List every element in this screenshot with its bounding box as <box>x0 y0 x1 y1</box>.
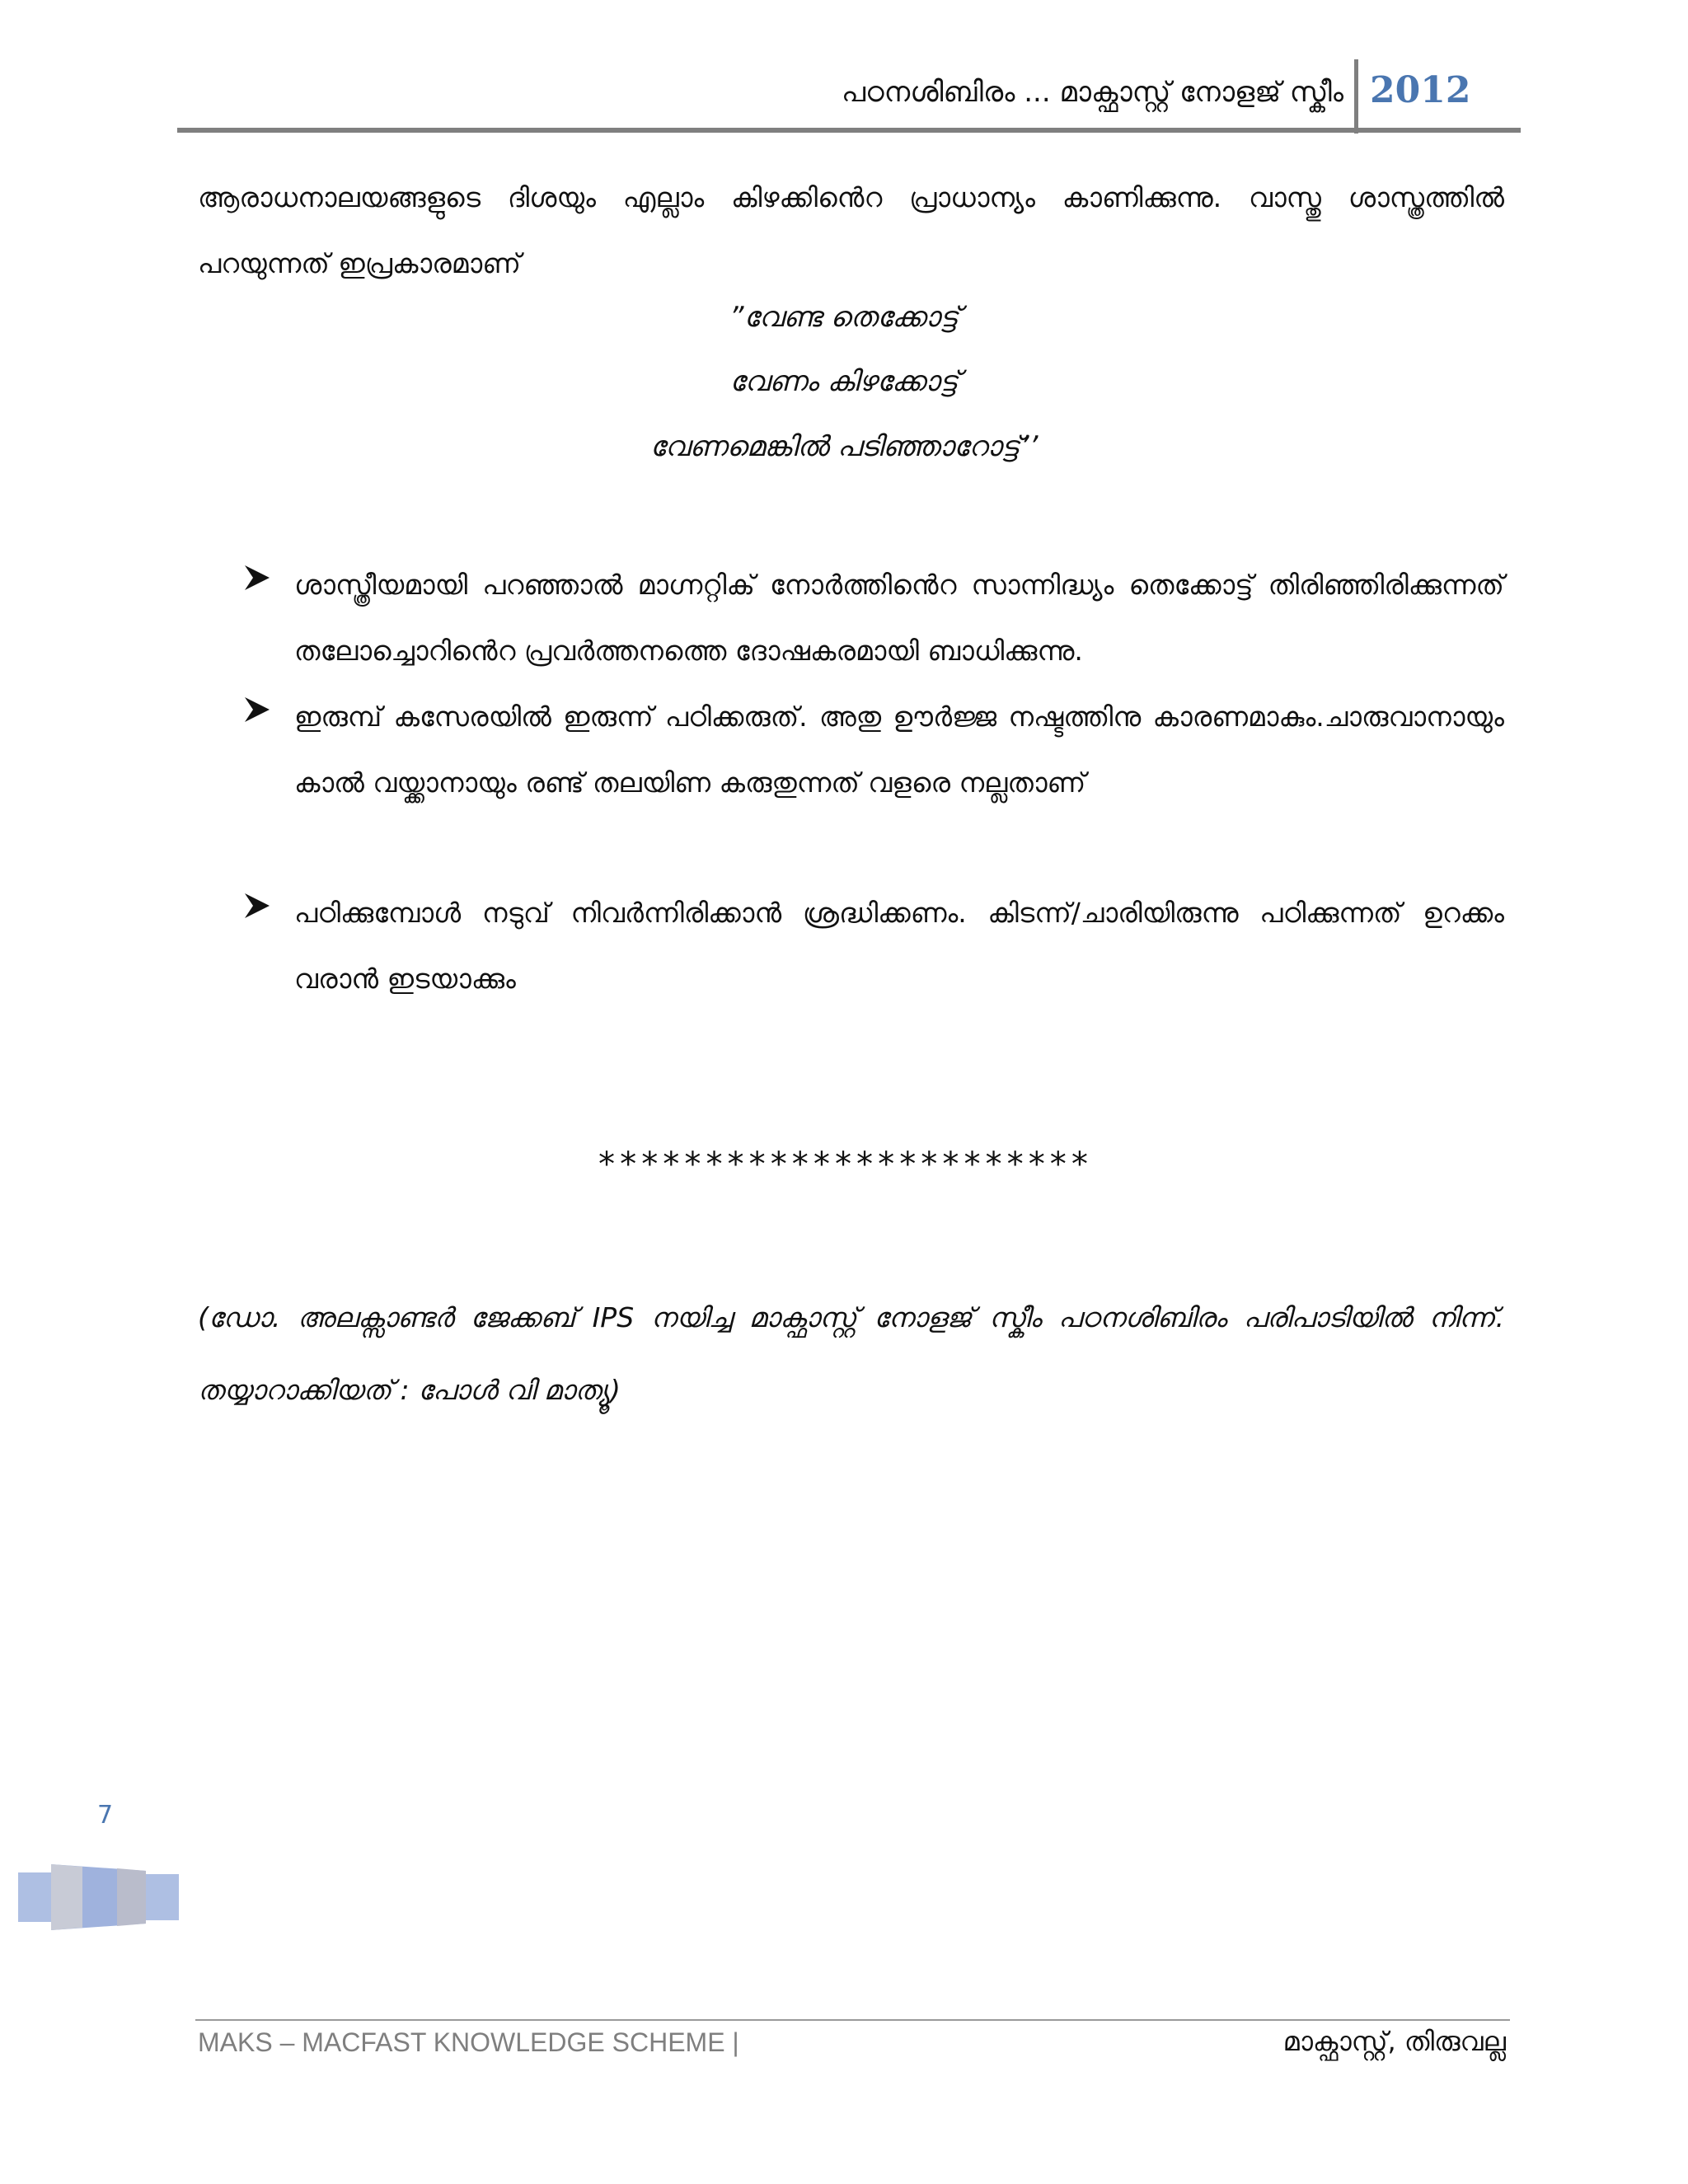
footer-rule <box>195 2019 1510 2021</box>
header-rule <box>177 128 1521 133</box>
bullet-text: ഇരുമ്പ് കസേരയിൽ ഇരുന്ന് പഠിക്കരുത്. അതു ഊർജ്ജ നഷ്ടത്തിനു കാരണമാകും.ചാരുവാനായും കാൽ വയ്ക്കാനായും രണ്ട് തലയിണ കരുതുന്നത് വളരെ നല്ലതാണ് <box>294 701 1504 799</box>
bullet-text: ശാസ്ത്രീയമായി പറഞ്ഞാൽ മാഗ്നറ്റിക് നോർത്തിൻെറ സാന്നിദ്ധ്യം തെക്കോട്ട് തിരിഞ്ഞിരിക്കുന്നത് തലോച്ചൊറിൻെറ പ്രവർത്തനത്തെ ദോഷകരമായി ബാധിക്കുന്നു. <box>294 569 1504 667</box>
ribbon-decoration <box>18 1864 179 1930</box>
bullet-item-1 <box>243 552 1504 684</box>
footer-right: മാക്ഫാസ്റ്റ്, തിരുവല്ല <box>1282 2026 1506 2057</box>
separator-stars: *********************** <box>597 1146 1091 1183</box>
header-title: പഠനശിബിരം ... മാക്ഫാസ്റ്റ് നോളജ് സ്കീം <box>841 76 1343 109</box>
arrowhead-bullet-icon <box>243 892 271 920</box>
page-number: 7 <box>97 1801 114 1830</box>
arrowhead-bullet-icon <box>243 564 271 592</box>
arrowhead-bullet-icon <box>243 696 271 724</box>
verse-line-1: ”വേണ്ട തെക്കോട്ട് <box>729 301 959 334</box>
verse-line-2: വേണം കിഴക്കോട്ട് <box>729 365 959 398</box>
verse-line-3: വേണമെങ്കിൽ പടിഞ്ഞാറോട്ട്’’ <box>649 430 1039 463</box>
header-year: 2012 <box>1370 69 1471 111</box>
source-note: (ഡോ. അലക്സാണ്ടർ ജേക്കബ് IPS നയിച്ച മാക്ഫാസ്റ്റ് നോളജ് സ്കീം പഠനശിബിരം പരിപാടിയിൽ നിന്ന്. തയ്യാറാക്കിയത് : പോൾ വി മാത്യൂ) <box>198 1301 1504 1406</box>
intro-paragraph: ആരാധനാലയങ്ങളുടെ ദിശയും എല്ലാം കിഴക്കിൻെറ പ്രാധാന്യം കാണിക്കുന്നു. വാസ്തു ശാസ്ത്രത്തിൽ പറയുന്നത് ഇപ്രകാരമാണ് <box>198 181 1504 279</box>
bullet-item-2 <box>243 684 1504 816</box>
header-divider <box>1354 59 1358 134</box>
bullet-item-3 <box>243 880 1504 1012</box>
footer-left: MAKS – MACFAST KNOWLEDGE SCHEME | <box>198 2027 739 2057</box>
bullet-text: പഠിക്കുമ്പോൾ നടുവ് നിവർന്നിരിക്കാൻ ശ്രദ്ധിക്കണം. കിടന്ന്/ചാരിയിരുന്നു പഠിക്കുന്നത് ഉറക്കം വരാൻ ഇടയാക്കും <box>294 897 1504 995</box>
